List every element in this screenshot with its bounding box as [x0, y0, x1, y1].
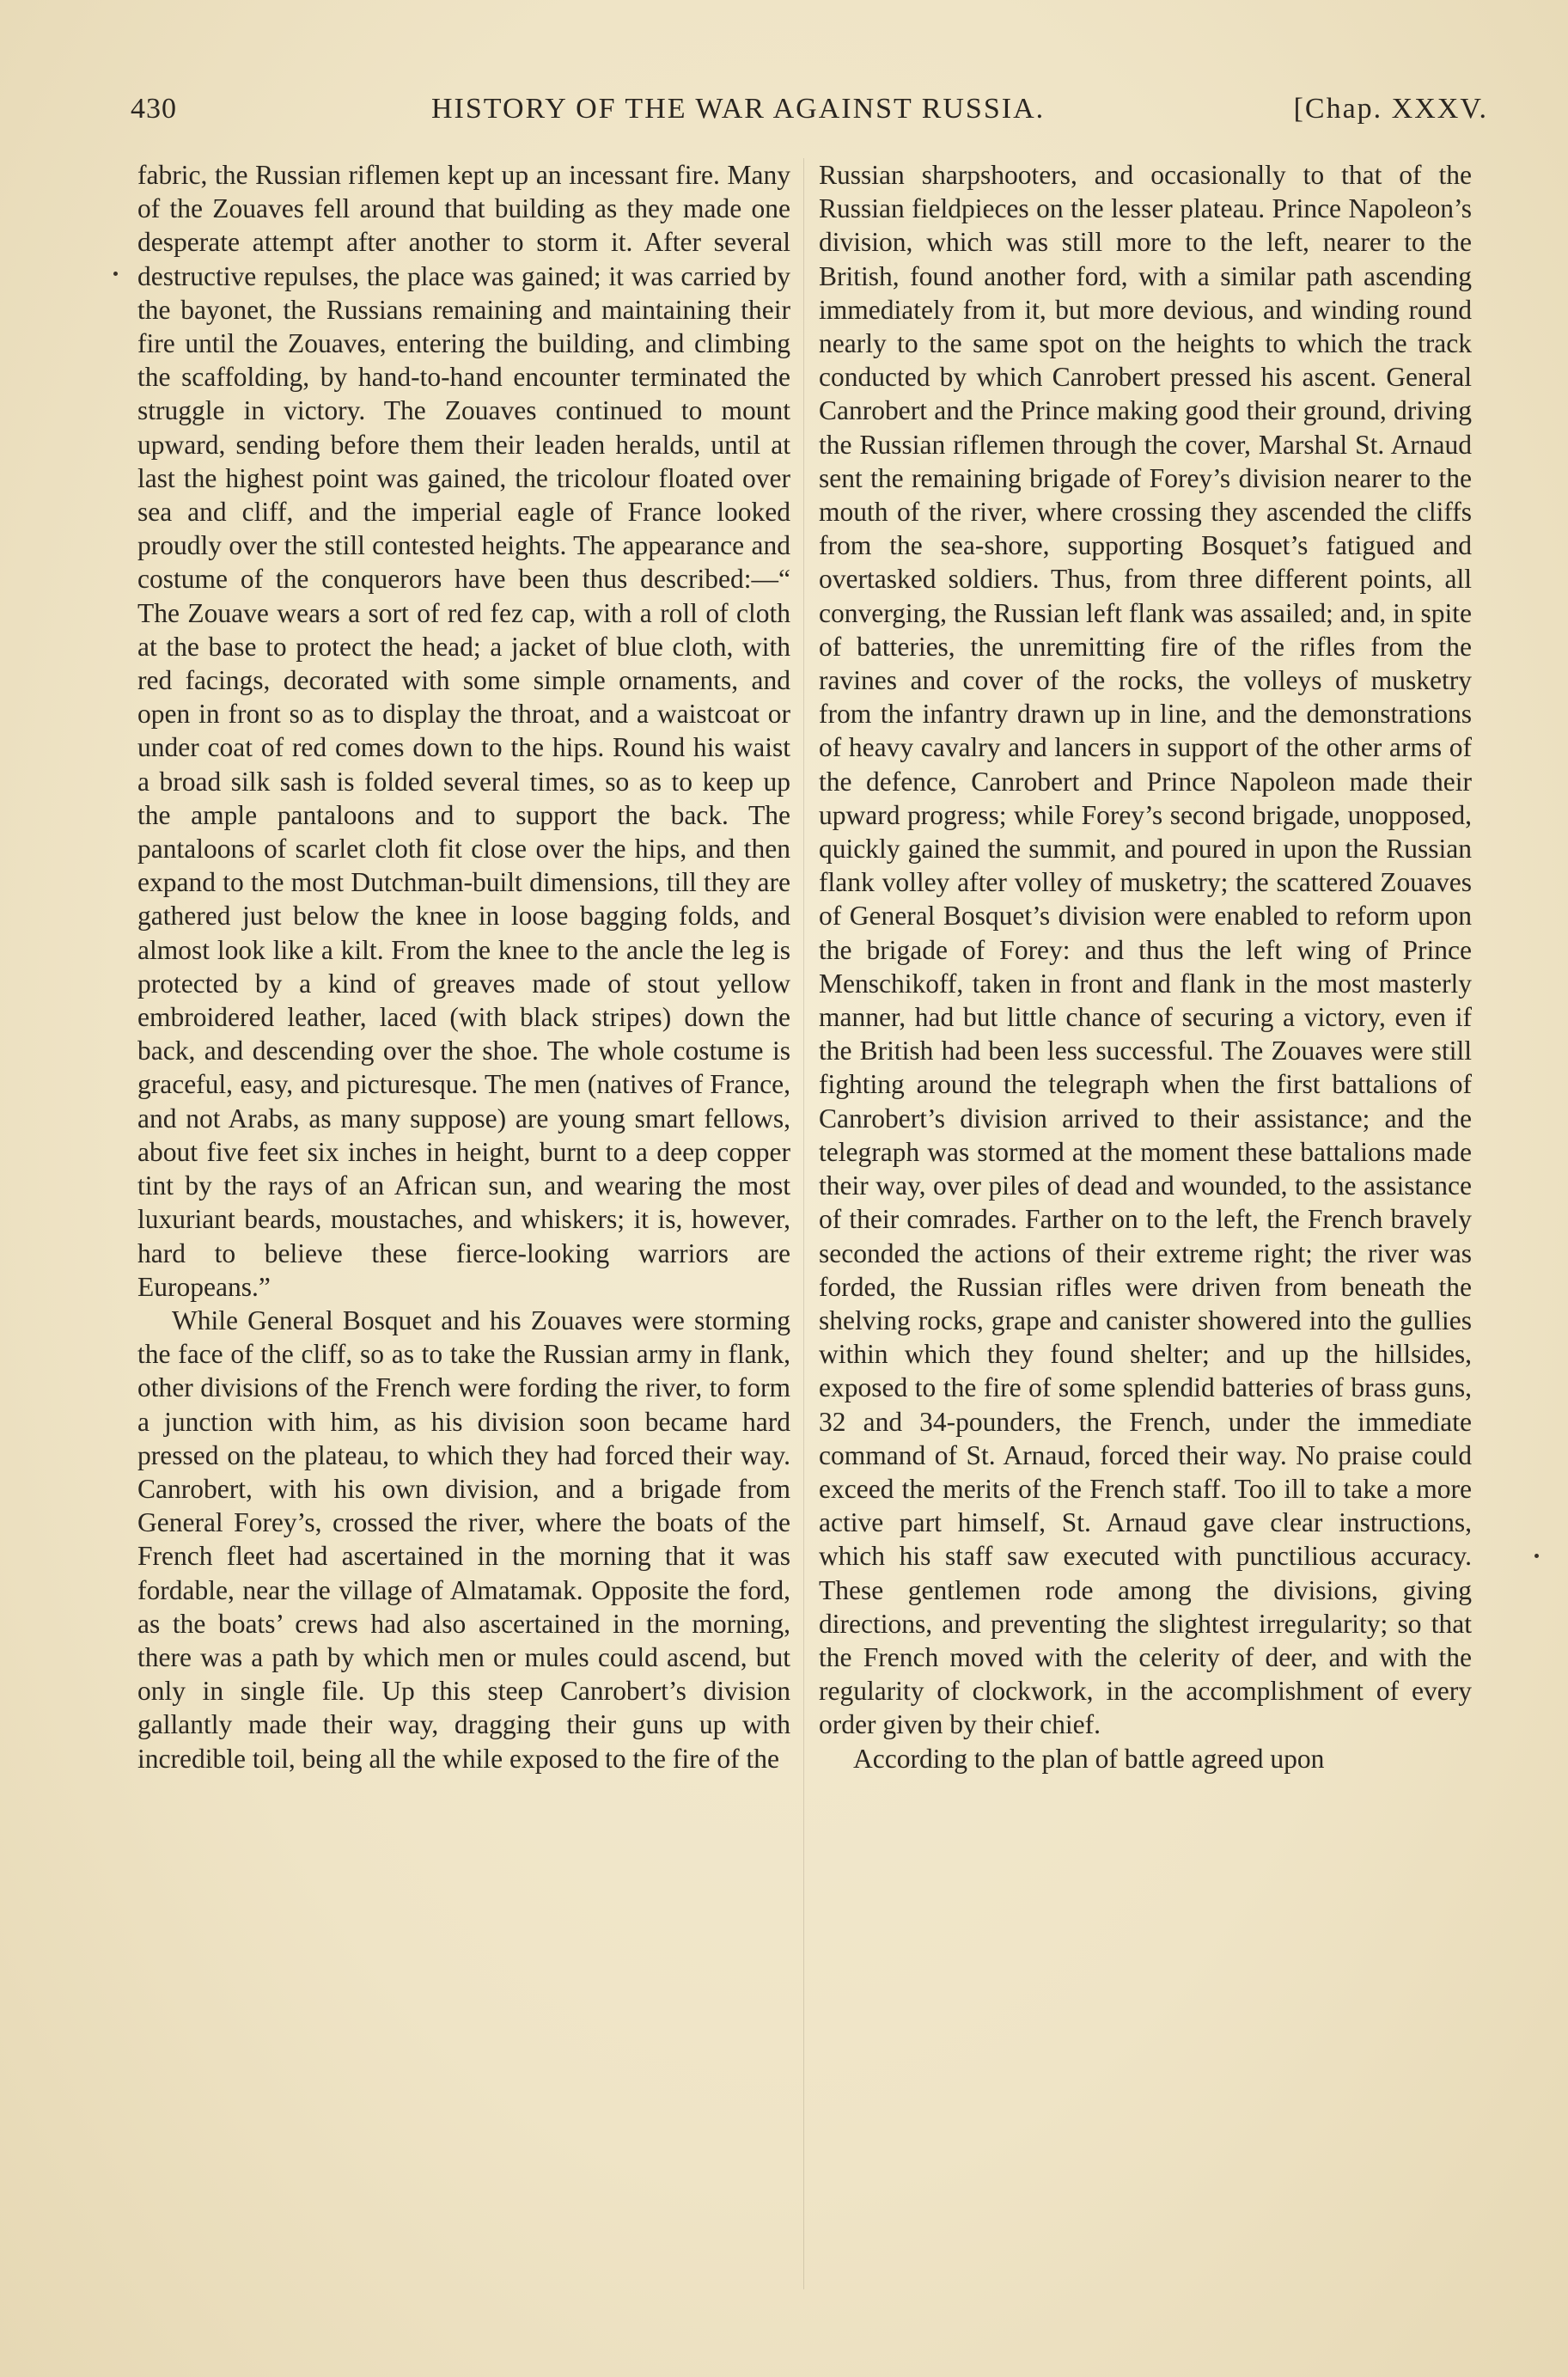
- right-paragraph-2: According to the plan of battle agreed upon: [853, 1743, 1325, 1774]
- ink-speck: [1534, 1554, 1539, 1558]
- page-number: 430: [131, 93, 177, 125]
- left-column: [137, 158, 790, 1775]
- left-paragraph-2: While General Bosquet and his Zouaves were storming the face of the cliff, so as to take the Russian army in flank, other divisions of the French were fording the river, to form a junction with him, as his division soon became hard pressed on the plateau, to which they had forced their way. Canrobert, with his own division, and a brigade from General Forey’s, crossed the river, where the boats of the French fleet had ascertained in the morning that it was fordable, near the village of Almatamak. Opposite the ford, as the boats’ crews had also ascertained in the morning, there was a path by which men or mules could ascend, but only in single file. Up this steep Canrobert’s division gallantly made their way, dragging their guns up with incredible toil, being all the while exposed to the fire of the: [137, 1305, 790, 1774]
- chapter-reference: [Chap. XXXV.: [1293, 93, 1488, 125]
- running-head: [131, 89, 1488, 131]
- column-divider: [803, 158, 804, 2289]
- left-paragraph-1: fabric, the Russian riflemen kept up an incessant fire. Many of the Zouaves fell around that building as they made one desperate attempt after another to storm it. After several destructive repulses, the place was gained; it was carried by the bayonet, the Russians remaining and maintaining their fire until the Zouaves, entering the building, and climbing the scaffolding, by hand-to-hand encounter terminated the struggle in victory. The Zouaves continued to mount upward, sending before them their leaden heralds, until at last the highest point was gained, the tricolour floated over sea and cliff, and the imperial eagle of France looked proudly over the still contested heights. The appearance and costume of the conquerors have been thus described:—“ The Zouave wears a sort of red fez cap, with a roll of cloth at the base to protect the head; a jacket of blue cloth, with red facings, decorated with some simple ornaments, and open in front so as to display the throat, and a waistcoat or under coat of red comes down to the hips. Round his waist a broad silk sash is folded several times, so as to keep up the ample pantaloons and to support the back. The pantaloons of scarlet cloth fit close over the hips, and then expand to the most Dutchman-built dimensions, till they are gathered just below the knee in loose bagging folds, and almost look like a kilt. From the knee to the ancle the leg is protected by a kind of greaves made of stout yellow embroidered leather, laced (with black stripes) down the back, and descending over the shoe. The whole costume is graceful, easy, and picturesque. The men (natives of France, and not Arabs, as many suppose) are young smart fellows, about five feet six inches in height, burnt to a deep copper tint by the rays of an African sun, and wearing the most luxuriant beards, moustaches, and whiskers; it is, however, hard to believe these fierce-looking warriors are Europeans.”: [137, 160, 790, 1302]
- right-column: [819, 158, 1472, 1775]
- ink-speck: [113, 272, 118, 276]
- right-paragraph-1: Russian sharpshooters, and occasionally to that of the Russian fieldpieces on the lesser plateau. Prince Napoleon’s division, which was still more to the left, nearer to the British, found another ford, with a similar path ascending immediately from it, but more devious, and winding round nearly to the same spot on the heights to which the track conducted by which Canrobert pressed his ascent. General Canrobert and the Prince making good their ground, driving the Russian riflemen through the cover, Marshal St. Arnaud sent the remaining brigade of Forey’s division nearer to the mouth of the river, where crossing they ascended the cliffs from the sea-shore, supporting Bosquet’s fatigued and overtasked soldiers. Thus, from three different points, all converging, the Russian left flank was assailed; and, in spite of batteries, the unremitting fire of the rifles from the ravines and cover of the rocks, the volleys of musketry from the infantry drawn up in line, and the demonstrations of heavy cavalry and lancers in support of the other arms of the defence, Canrobert and Prince Napoleon made their upward progress; while Forey’s second brigade, unopposed, quickly gained the summit, and poured in upon the Russian flank volley after volley of musketry; the scattered Zouaves of General Bosquet’s division were enabled to reform upon the brigade of Forey: and thus the left wing of Prince Menschikoff, taken in front and flank in the most masterly manner, had but little chance of securing a victory, even if the British had been less successful. The Zouaves were still fighting around the telegraph when the first battalions of Canrobert’s division arrived to their assistance; and the telegraph was stormed at the moment these battalions made their way, over piles of dead and wounded, to the assistance of their comrades. Farther on to the left, the French bravely seconded the actions of their extreme right; the river was forded, the Russian rifles were driven from beneath the shelving rocks, grape and canister showered into the gullies within which they found shelter; and up the hillsides, exposed to the fire of some splendid batteries of brass guns, 32 and 34-pounders, the French, under the immediate command of St. Arnaud, forced their way. No praise could exceed the merits of the French staff. Too ill to take a more active part himself, St. Arnaud gave clear instructions, which his staff saw executed with punctilious accuracy. These gentlemen rode among the divisions, giving directions, and preventing the slightest irregularity; so that the French moved with the celerity of deer, and with the regularity of clockwork, in the accomplishment of every order given by their chief.: [819, 160, 1472, 1740]
- book-title: HISTORY OF THE WAR AGAINST RUSSIA.: [431, 93, 1046, 125]
